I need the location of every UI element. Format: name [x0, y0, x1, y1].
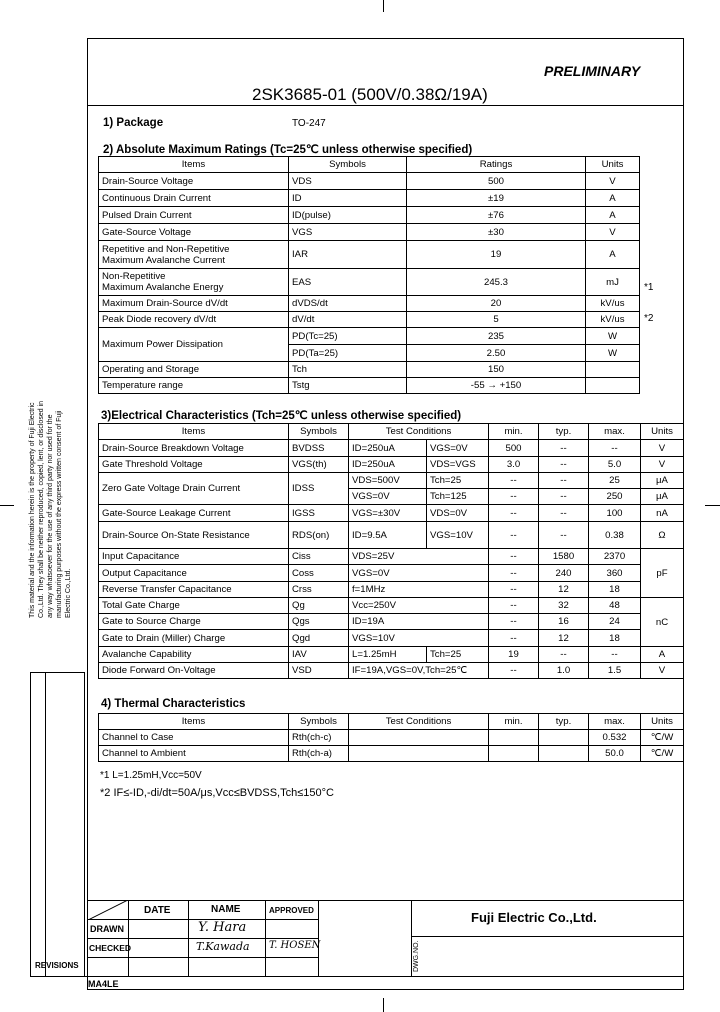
min — [489, 730, 539, 746]
item: Maximum Drain-Source dV/dt — [99, 296, 289, 312]
package-heading: 1) Package — [103, 117, 164, 129]
fold-mark — [383, 0, 384, 12]
col-header: Ratings — [407, 157, 586, 173]
unit: V — [641, 663, 684, 679]
rating: 5 — [407, 312, 586, 328]
condition: Tch=25 — [427, 473, 489, 489]
max: 25 — [589, 473, 641, 489]
max: 100 — [589, 505, 641, 522]
thermal-heading: 4) Thermal Characteristics — [101, 698, 246, 710]
symbol: Tstg — [289, 378, 407, 394]
symbol: RDS(on) — [289, 522, 349, 549]
footnote-2: *2 IF≤-ID,-di/dt=50A/μs,Vcc≤BVDSS,Tch≤150°C — [100, 787, 334, 799]
title-block-divider — [318, 900, 319, 976]
typ: -- — [539, 647, 589, 663]
table-row — [99, 296, 640, 312]
symbol: PD(Tc=25) — [289, 328, 407, 345]
min: -- — [489, 549, 539, 565]
symbol: Qgd — [289, 630, 349, 647]
item: Maximum Power Dissipation — [99, 328, 289, 362]
unit: Ω — [641, 522, 684, 549]
max: 50.0 — [589, 746, 641, 762]
table-row — [99, 565, 684, 582]
revisions-label: REVISIONS — [35, 961, 79, 970]
table-row — [99, 549, 684, 565]
item: Gate Threshold Voltage — [99, 457, 289, 473]
item: Channel to Ambient — [99, 746, 289, 762]
min: -- — [489, 630, 539, 647]
unit: V — [641, 440, 684, 457]
footnote-1: *1 L=1.25mH,Vcc=50V — [100, 770, 202, 781]
max: 18 — [589, 630, 641, 647]
item: Diode Forward On-Voltage — [99, 663, 289, 679]
min: -- — [489, 582, 539, 598]
col-header: Items — [99, 714, 289, 730]
rating: 19 — [407, 241, 586, 269]
typ: 32 — [539, 598, 589, 614]
table-row — [99, 190, 640, 207]
title-block-divider — [411, 900, 412, 976]
item: Total Gate Charge — [99, 598, 289, 614]
dwg-no-label: DWG.NO. — [413, 940, 420, 972]
rating: 245.3 — [407, 269, 586, 296]
item: Non-Repetitive Maximum Avalanche Energy — [99, 269, 289, 296]
unit: A — [586, 241, 640, 269]
title-block-top — [88, 900, 683, 901]
item: Peak Diode recovery dV/dt — [99, 312, 289, 328]
symbol: VDS — [289, 173, 407, 190]
col-header: Test Conditions — [349, 714, 489, 730]
rating: ±19 — [407, 190, 586, 207]
min: 19 — [489, 647, 539, 663]
approved-signature: T. HOSEN — [269, 940, 321, 951]
rating: 20 — [407, 296, 586, 312]
max: -- — [589, 647, 641, 663]
condition: ID=250uA — [349, 440, 427, 457]
min: -- — [489, 663, 539, 679]
condition: ID=9.5A — [349, 522, 427, 549]
condition: ID=250uA — [349, 457, 427, 473]
thermal-table — [98, 713, 684, 762]
table-header-row — [99, 157, 640, 173]
table-row — [99, 457, 684, 473]
table-row — [99, 328, 640, 345]
min: 500 — [489, 440, 539, 457]
unit: V — [641, 457, 684, 473]
table-row — [99, 224, 640, 241]
max: 360 — [589, 565, 641, 582]
condition: VGS=0V — [349, 489, 427, 505]
min: -- — [489, 489, 539, 505]
date-header: DATE — [144, 905, 171, 916]
fold-mark — [705, 505, 720, 506]
col-header: Units — [641, 714, 684, 730]
max: 0.38 — [589, 522, 641, 549]
min: -- — [489, 565, 539, 582]
table-row — [99, 312, 640, 328]
table-row — [99, 582, 684, 598]
typ: 1.0 — [539, 663, 589, 679]
symbol: IAV — [289, 647, 349, 663]
typ: -- — [539, 457, 589, 473]
symbol: Ciss — [289, 549, 349, 565]
max: 1.5 — [589, 663, 641, 679]
typ: 1580 — [539, 549, 589, 565]
unit: V — [586, 224, 640, 241]
typ: -- — [539, 440, 589, 457]
typ: 12 — [539, 630, 589, 647]
name-header: NAME — [211, 904, 241, 915]
company-name: Fuji Electric Co.,Ltd. — [471, 910, 597, 925]
title-block-row — [88, 957, 318, 958]
elec-heading: 3)Electrical Characteristics (Tch=25℃ unless otherwise specified) — [101, 410, 462, 422]
package-value: TO-247 — [292, 118, 326, 129]
condition: VGS=10V — [349, 630, 489, 647]
min: -- — [489, 614, 539, 630]
symbol: ID(pulse) — [289, 207, 407, 224]
table-header-row — [99, 714, 684, 730]
col-header: typ. — [539, 714, 589, 730]
title-block-diagonal — [88, 900, 129, 920]
symbol: Rth(ch-c) — [289, 730, 349, 746]
condition: Tch=125 — [427, 489, 489, 505]
header-divider — [88, 105, 683, 106]
max: 18 — [589, 582, 641, 598]
table-row — [99, 647, 684, 663]
symbol: Qg — [289, 598, 349, 614]
unit: ℃/W — [641, 746, 684, 762]
unit: μA — [641, 489, 684, 505]
drawn-signature: Y. Hara — [198, 920, 247, 935]
typ: -- — [539, 522, 589, 549]
title-block-bottom — [30, 976, 683, 977]
col-header: Units — [586, 157, 640, 173]
typ — [539, 746, 589, 762]
title-block-row — [88, 938, 318, 939]
max: 2370 — [589, 549, 641, 565]
approved-header: APPROVED — [269, 906, 314, 915]
condition: VDS=0V — [427, 505, 489, 522]
page-title: 2SK3685-01 (500V/0.38Ω/19A) — [252, 85, 488, 104]
symbol: VSD — [289, 663, 349, 679]
item: Temperature range — [99, 378, 289, 394]
min: -- — [489, 598, 539, 614]
unit: A — [586, 207, 640, 224]
table-row — [99, 746, 684, 762]
title-block-row — [411, 936, 683, 937]
symbol: EAS — [289, 269, 407, 296]
condition: Vcc=250V — [349, 598, 489, 614]
item: Continuous Drain Current — [99, 190, 289, 207]
typ: -- — [539, 473, 589, 489]
typ: 240 — [539, 565, 589, 582]
unit: A — [586, 190, 640, 207]
rating: ±30 — [407, 224, 586, 241]
item: Gate-Source Leakage Current — [99, 505, 289, 522]
max: -- — [589, 440, 641, 457]
unit: W — [586, 345, 640, 362]
symbol: IDSS — [289, 473, 349, 505]
typ: 16 — [539, 614, 589, 630]
min: -- — [489, 473, 539, 489]
table-row — [99, 207, 640, 224]
condition: VGS=10V — [427, 522, 489, 549]
drawn-label: DRAWN — [90, 924, 124, 934]
condition: VGS=0V — [427, 440, 489, 457]
condition — [349, 730, 489, 746]
rating: 2.50 — [407, 345, 586, 362]
col-header: min. — [489, 714, 539, 730]
item: Gate to Drain (Miller) Charge — [99, 630, 289, 647]
footnote-ref-1: *1 — [644, 282, 654, 293]
rating: -55 → +150 — [407, 378, 586, 394]
table-header-row — [99, 424, 684, 440]
symbol: dV/dt — [289, 312, 407, 328]
condition: VDS=VGS — [427, 457, 489, 473]
symbol: VGS(th) — [289, 457, 349, 473]
unit: μA — [641, 473, 684, 489]
condition: IF=19A,VGS=0V,Tch=25℃ — [349, 663, 489, 679]
symbol: PD(Ta=25) — [289, 345, 407, 362]
max: 250 — [589, 489, 641, 505]
condition: VGS=0V — [349, 565, 489, 582]
condition: f=1MHz — [349, 582, 489, 598]
item: Gate-Source Voltage — [99, 224, 289, 241]
table-row — [99, 730, 684, 746]
typ — [539, 730, 589, 746]
table-row — [99, 241, 640, 269]
unit: V — [586, 173, 640, 190]
symbol: ID — [289, 190, 407, 207]
unit: mJ — [586, 269, 640, 296]
unit: kV/us — [586, 296, 640, 312]
table-row — [99, 362, 640, 378]
table-row — [99, 440, 684, 457]
table-row — [99, 630, 684, 647]
min: -- — [489, 522, 539, 549]
item: Reverse Transfer Capacitance — [99, 582, 289, 598]
min — [489, 746, 539, 762]
table-row — [99, 378, 640, 394]
unit — [586, 362, 640, 378]
rating: 150 — [407, 362, 586, 378]
col-header: min. — [489, 424, 539, 440]
typ: 12 — [539, 582, 589, 598]
form-code: MA4LE — [88, 979, 119, 989]
item: Repetitive and Non-Repetitive Maximum Avalanche Current — [99, 241, 289, 269]
symbol: Coss — [289, 565, 349, 582]
unit: A — [641, 647, 684, 663]
abs-max-table — [98, 156, 640, 394]
item: Avalanche Capability — [99, 647, 289, 663]
condition: Tch=25 — [427, 647, 489, 663]
item: Operating and Storage — [99, 362, 289, 378]
symbol: Crss — [289, 582, 349, 598]
condition: VGS=±30V — [349, 505, 427, 522]
table-row — [99, 663, 684, 679]
table-row — [99, 505, 684, 522]
min: -- — [489, 505, 539, 522]
condition: ID=19A — [349, 614, 489, 630]
item: Gate to Source Charge — [99, 614, 289, 630]
fold-mark — [383, 998, 384, 1012]
unit: pF — [641, 549, 684, 598]
symbol: IGSS — [289, 505, 349, 522]
col-header: Test Conditions — [349, 424, 489, 440]
checked-signature: T.Kawada — [196, 940, 250, 953]
table-row — [99, 522, 684, 549]
typ: -- — [539, 489, 589, 505]
col-header: Items — [99, 424, 289, 440]
item: Zero Gate Voltage Drain Current — [99, 473, 289, 505]
col-header: max. — [589, 424, 641, 440]
table-row — [99, 473, 684, 489]
min: 3.0 — [489, 457, 539, 473]
col-header: Symbols — [289, 714, 349, 730]
symbol: VGS — [289, 224, 407, 241]
unit: nC — [641, 598, 684, 647]
item: Drain-Source Voltage — [99, 173, 289, 190]
max: 24 — [589, 614, 641, 630]
abs-max-heading: 2) Absolute Maximum Ratings (Tc=25℃ unless otherwise specified) — [103, 144, 473, 156]
max: 5.0 — [589, 457, 641, 473]
symbol: IAR — [289, 241, 407, 269]
symbol: BVDSS — [289, 440, 349, 457]
typ: -- — [539, 505, 589, 522]
symbol: dVDS/dt — [289, 296, 407, 312]
item: Pulsed Drain Current — [99, 207, 289, 224]
table-row — [99, 598, 684, 614]
table-row — [99, 614, 684, 630]
unit: W — [586, 328, 640, 345]
revisions-box — [30, 672, 85, 977]
electrical-table — [98, 423, 684, 679]
item: Drain-Source On-State Resistance — [99, 522, 289, 549]
condition — [349, 746, 489, 762]
item: Channel to Case — [99, 730, 289, 746]
item: Drain-Source Breakdown Voltage — [99, 440, 289, 457]
col-header: Symbols — [289, 157, 407, 173]
checked-label: CHECKED — [89, 943, 132, 953]
col-header: Units — [641, 424, 684, 440]
symbol: Tch — [289, 362, 407, 378]
item: Output Capacitance — [99, 565, 289, 582]
max: 0.532 — [589, 730, 641, 746]
unit: nA — [641, 505, 684, 522]
col-header: Symbols — [289, 424, 349, 440]
rating: 500 — [407, 173, 586, 190]
unit — [586, 378, 640, 394]
confidentiality-notice: This material and the information herein is the property of Fuji Electric Co.,Ltd. They shall be neither reproduced, copied, lent, or disclosed in any way whatsoever for the use of any third party nor used for the manufacturing purposes without the express written consent of Fuji Electric Co.,Ltd. — [29, 401, 72, 618]
symbol: Qgs — [289, 614, 349, 630]
col-header: typ. — [539, 424, 589, 440]
condition: VDS=25V — [349, 549, 489, 565]
condition: VDS=500V — [349, 473, 427, 489]
symbol: Rth(ch-a) — [289, 746, 349, 762]
rating: 235 — [407, 328, 586, 345]
item: Input Capacitance — [99, 549, 289, 565]
col-header: max. — [589, 714, 641, 730]
max: 48 — [589, 598, 641, 614]
rating: ±76 — [407, 207, 586, 224]
footnote-ref-2: *2 — [644, 313, 654, 324]
fold-mark — [0, 505, 14, 506]
unit: ℃/W — [641, 730, 684, 746]
table-row — [99, 269, 640, 296]
condition: L=1.25mH — [349, 647, 427, 663]
unit: kV/us — [586, 312, 640, 328]
col-header: Items — [99, 157, 289, 173]
table-row — [99, 173, 640, 190]
preliminary-label: PRELIMINARY — [544, 63, 641, 79]
